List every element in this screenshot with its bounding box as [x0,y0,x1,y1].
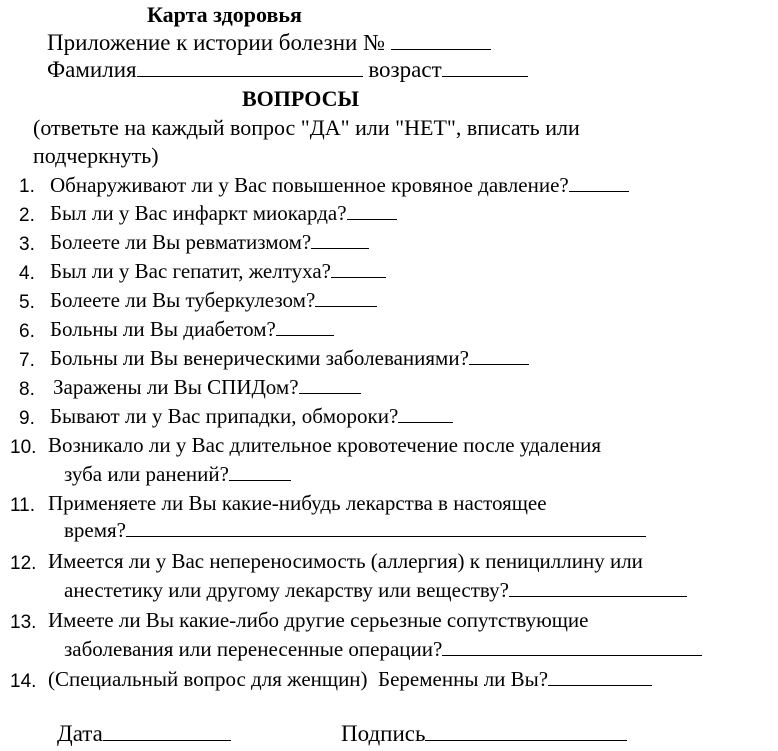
date-label: Дата [57,721,103,746]
question-11: Применяете ли Вы какие-нибудь лекарства в настоящее [48,491,547,515]
page-title: Карта здоровья [147,2,302,27]
question-number: 10. [10,437,37,458]
answer-field-2[interactable] [347,202,397,220]
questions-heading: ВОПРОСЫ [242,86,360,111]
date-field[interactable] [103,723,231,741]
question-number: 8. [19,379,35,400]
question-2: Был ли у Вас инфаркт миокарда? [50,201,397,226]
question-number: 9. [19,408,35,429]
question-10: Возникало ли у Вас длительное кровотечение после удаления [48,433,602,457]
question-number: 14. [10,671,37,692]
date-line [57,721,231,747]
signature-label: Подпись [341,721,426,746]
surname-age-line [47,57,528,83]
question-10-cont: зуба или ранений? [64,462,291,487]
question-6: Больны ли Вы диабетом? [50,317,334,342]
question-number: 7. [19,350,35,371]
answer-field-14[interactable] [548,668,652,686]
instructions-line1: (ответьте на каждый вопрос "ДА" или "НЕТ", вписать или [33,115,580,140]
question-3: Болеете ли Вы ревматизмом? [50,230,369,255]
question-number: 6. [19,321,35,342]
answer-field-8[interactable] [299,376,361,394]
question-5: Болеете ли Вы туберкулезом? [50,288,377,313]
appendix-label: Приложение к истории болезни № [47,30,386,55]
answer-field-6[interactable] [276,318,334,336]
instructions-line2: подчеркнуть) [33,143,159,168]
age-label: возраст [368,57,442,82]
question-number: 4. [19,263,35,284]
question-number: 5. [19,292,35,313]
appendix-line [47,30,491,56]
question-13-cont: заболевания или перенесенные операции? [64,637,702,662]
record-number-field[interactable] [391,32,491,50]
question-13: Имеете ли Вы какие-либо другие серьезные сопутствующие [48,608,589,632]
answer-field-1[interactable] [569,174,629,192]
signature-line [341,721,627,747]
question-8: Заражены ли Вы СПИДом? [53,375,361,400]
question-number: 2. [19,205,35,226]
age-field[interactable] [442,59,528,77]
answer-field-7[interactable] [469,347,529,365]
answer-field-4[interactable] [331,260,386,278]
answer-field-11[interactable] [126,519,646,537]
question-number: 1. [19,176,35,197]
question-number: 11. [10,495,36,516]
answer-field-3[interactable] [311,231,369,249]
answer-field-10[interactable] [229,463,291,481]
question-14: (Специальный вопрос для женщин) Беременны ли Вы? [48,667,652,692]
question-number: 13. [10,612,37,633]
answer-field-9[interactable] [398,405,453,423]
answer-field-5[interactable] [315,289,377,307]
question-4: Был ли у Вас гепатит, желтуха? [50,259,386,284]
answer-field-13[interactable] [442,638,702,656]
answer-field-12[interactable] [509,579,687,597]
question-9: Бывают ли у Вас припадки, обмороки? [50,404,453,429]
question-number: 12. [10,553,37,574]
question-12: Имеется ли у Вас непереносимость (аллергия) к пенициллину или [48,549,643,573]
question-12-cont: анестетику или другому лекарству или веществу? [64,578,687,603]
question-7: Больны ли Вы венерическими заболеваниями? [50,346,529,371]
surname-field[interactable] [137,59,363,77]
surname-label: Фамилия [47,57,137,82]
signature-field[interactable] [425,723,627,741]
question-number: 3. [19,234,35,255]
question-11-cont: время? [64,518,646,543]
question-1: Обнаруживают ли у Вас повышенное кровяное давление? [50,173,629,198]
